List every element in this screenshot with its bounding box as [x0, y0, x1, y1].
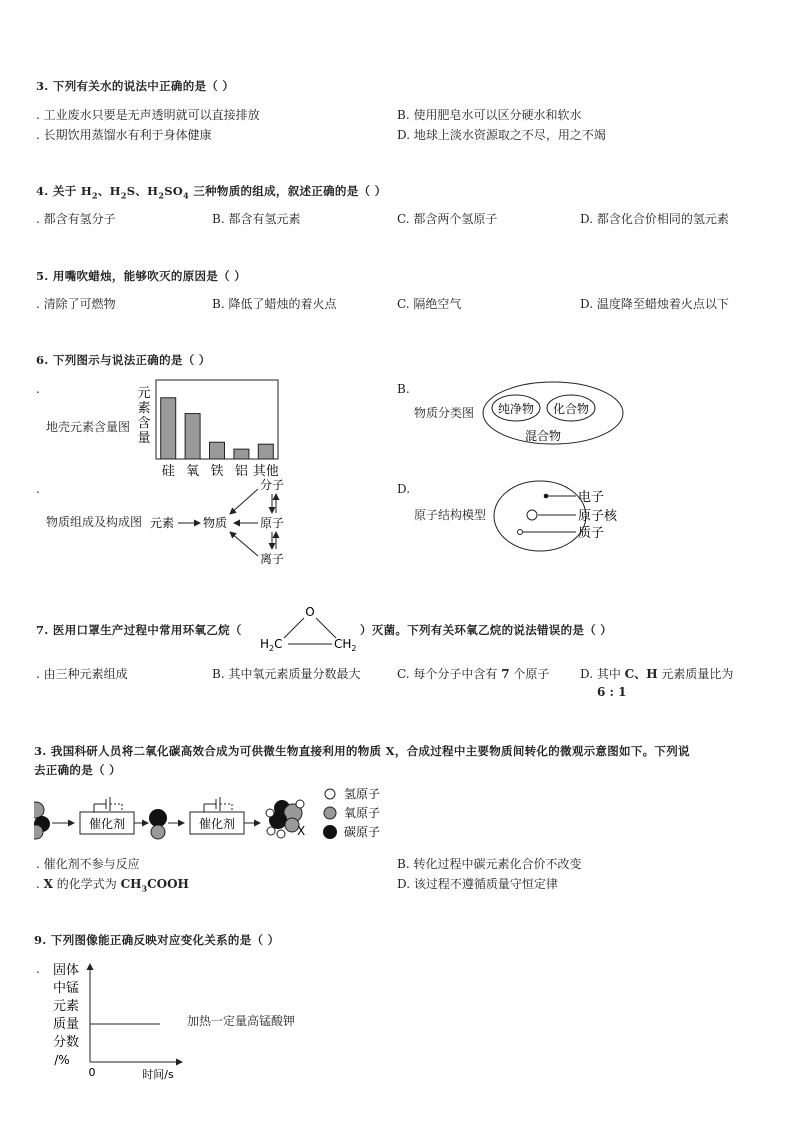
q9-option-a-marker[interactable]: .	[36, 962, 40, 976]
q6-option-b-marker[interactable]: B.	[397, 382, 410, 396]
q9-a-caption: 加热一定量高锰酸钾	[187, 1014, 296, 1028]
q8-option-a[interactable]: . 催化剂不参与反应	[36, 857, 140, 871]
q8-option-d[interactable]: D. 该过程不遵循质量守恒定律	[397, 877, 558, 891]
q3-option-c[interactable]: . 长期饮用蒸馏水有利于身体健康	[36, 128, 212, 142]
q6-c-label: 物质组成及构成图	[46, 515, 143, 529]
proton-dot	[518, 530, 523, 535]
q5-stem: 5. 用嘴吹蜡烛，能够吹灭的原因是（ ）	[36, 269, 247, 283]
ylabel-line-2: 中锰	[52, 981, 80, 996]
tick-label-2: 铁	[210, 464, 224, 479]
ylabel-line-1: 固体	[52, 963, 80, 978]
ylabel-line-3: 元素	[52, 999, 80, 1014]
arrow-ion-substance	[230, 532, 258, 556]
q8-option-c[interactable]: . X 的化学式为 $CH_3COOH$	[36, 877, 189, 894]
nucleus-circle	[527, 510, 537, 520]
q6-option-a-marker[interactable]: .	[36, 382, 40, 396]
xlabel: 时间/s	[142, 1068, 174, 1081]
q6-a-bar-chart	[130, 375, 290, 480]
oxygen-atom	[34, 825, 43, 839]
hydrogen-atom	[266, 809, 274, 817]
q3-option-a[interactable]: . 工业废水只要是无声透明就可以直接排放	[36, 108, 260, 122]
q4-option-d[interactable]: D. 都含化合价相同的氢元素	[580, 212, 729, 226]
legend-carbon-icon	[323, 825, 337, 839]
electron-dot	[544, 494, 549, 499]
q7-ethylene-oxide-structure	[258, 600, 368, 656]
oxygen-symbol: O	[305, 605, 315, 619]
ylabel-line-6: /%	[54, 1053, 70, 1067]
ylabel-line-5: 分数	[52, 1035, 80, 1050]
q3-option-d[interactable]: D. 地球上淡水资源取之不尽，用之不竭	[397, 128, 606, 142]
hydrogen-atom	[296, 800, 304, 808]
q4-stem: 4. 关于 $H_2$、$H_2S$、$H_2SO_4$ 三种物质的组成，叙述正确的是（ ）	[36, 184, 387, 201]
hydrogen-atom	[267, 827, 275, 835]
oxygen-atom	[151, 825, 165, 839]
ch2-group: $CH_2$	[334, 637, 357, 653]
bar-group	[161, 398, 274, 459]
q6-d-diagram	[490, 478, 640, 556]
substance-text: 物质	[203, 516, 228, 530]
ylabel-char-2: 素	[137, 401, 151, 416]
legend-hydrogen-text: 氢原子	[344, 787, 381, 801]
q6-a-label: 地壳元素含量图	[46, 420, 131, 434]
ylabel-char-1: 元	[137, 386, 151, 401]
q3-stem: 3. 下列有关水的说法中正确的是（ ）	[36, 79, 235, 93]
q4-option-a[interactable]: . 都含有氢分子	[36, 212, 116, 226]
catalyst-label-2: 催化剂	[198, 817, 236, 831]
q7-option-b[interactable]: B. 其中氧元素质量分数最大	[212, 667, 361, 681]
compound-text: 化合物	[552, 402, 590, 416]
q5-option-d[interactable]: D. 温度降至蜡烛着火点以下	[580, 297, 729, 311]
q6-b-label: 物质分类图	[414, 406, 475, 420]
q8-stem-line1: 3. 我国科研人员将二氧化碳高效合成为可供微生物直接利用的物质 X，合成过程中主要物质间转化的微观示意图如下。下列说	[34, 744, 690, 758]
ylabel-line-4: 质量	[52, 1017, 80, 1032]
tick-label-1: 氧	[186, 464, 200, 479]
q3-option-b[interactable]: B. 使用肥皂水可以区分硬水和软水	[397, 108, 582, 122]
tick-label-3: 铝	[234, 464, 248, 479]
bar-1	[185, 414, 200, 459]
proton-text: 质子	[578, 526, 605, 541]
q9-a-graph	[46, 958, 196, 1083]
bond-o-right	[316, 618, 336, 638]
bar-0	[161, 398, 176, 459]
electron-text: 电子	[578, 490, 605, 505]
q7-option-c[interactable]: C. 每个分子中含有 7 个原子	[397, 667, 550, 681]
q7-option-a[interactable]: . 由三种元素组成	[36, 667, 128, 681]
legend-oxygen-icon	[324, 807, 336, 819]
legend-carbon-text: 碳原子	[344, 825, 381, 839]
atom-outline	[494, 481, 586, 551]
q5-option-a[interactable]: . 清除了可燃物	[36, 297, 116, 311]
legend-hydrogen-icon	[325, 789, 335, 799]
nucleus-text: 原子核	[578, 509, 618, 524]
carbon-atom	[149, 809, 167, 827]
q8-option-b[interactable]: B. 转化过程中碳元素化合价不改变	[397, 857, 582, 871]
mixture-text: 混合物	[524, 429, 562, 443]
q5-option-b[interactable]: B. 降低了蜡烛的着火点	[212, 297, 337, 311]
q7-stem-prefix: 7. 医用口罩生产过程中常用环氧乙烷（	[36, 623, 242, 637]
arrow-molecule-substance	[230, 489, 258, 514]
q6-option-d-marker[interactable]: D.	[397, 482, 411, 496]
ion-text: 离子	[260, 552, 285, 566]
q6-c-diagram	[148, 474, 298, 569]
tick-label-4: 其他	[252, 464, 279, 479]
tick-label-0: 硅	[161, 464, 175, 479]
bar-2	[210, 442, 225, 459]
h2c-group: $H_2C$	[260, 637, 283, 653]
q7-stem-suffix: ）灭菌。下列有关环氧乙烷的说法错误的是（ ）	[360, 623, 613, 637]
bar-4	[258, 444, 273, 459]
q6-b-diagram	[478, 378, 658, 453]
q4-option-b[interactable]: B. 都含有氢元素	[212, 212, 301, 226]
element-text: 元素	[150, 516, 175, 530]
x-label: X	[297, 824, 306, 838]
q5-option-c[interactable]: C. 隔绝空气	[397, 297, 462, 311]
pure-substance-text: 纯净物	[497, 402, 535, 416]
q6-stem: 6. 下列图示与说法正确的是（ ）	[36, 353, 211, 367]
q8-conversion-diagram	[34, 782, 394, 842]
ylabel-char-3: 含	[137, 416, 151, 431]
oxygen-atom	[34, 802, 44, 818]
q9-stem: 9. 下列图像能正确反映对应变化关系的是（ ）	[34, 933, 280, 947]
q4-option-c[interactable]: C. 都含两个氢原子	[397, 212, 498, 226]
catalyst-label-1: 催化剂	[88, 817, 126, 831]
bond-o-left	[284, 618, 304, 638]
legend-oxygen-text: 氧原子	[344, 806, 381, 820]
hydrogen-atom	[277, 830, 285, 838]
q7-option-d-ratio: 6 : 1	[597, 685, 627, 699]
origin-label: 0	[88, 1066, 96, 1079]
molecule-text: 分子	[260, 478, 285, 492]
q6-d-label: 原子结构模型	[414, 508, 487, 522]
ylabel-char-4: 量	[137, 431, 151, 446]
q8-stem-line2: 去正确的是（ ）	[34, 763, 121, 777]
atom-text: 原子	[260, 516, 285, 530]
q7-option-d[interactable]: D. 其中 C、H 元素质量比为	[580, 667, 734, 681]
bar-3	[234, 449, 249, 459]
q6-option-c-marker[interactable]: .	[36, 482, 40, 496]
